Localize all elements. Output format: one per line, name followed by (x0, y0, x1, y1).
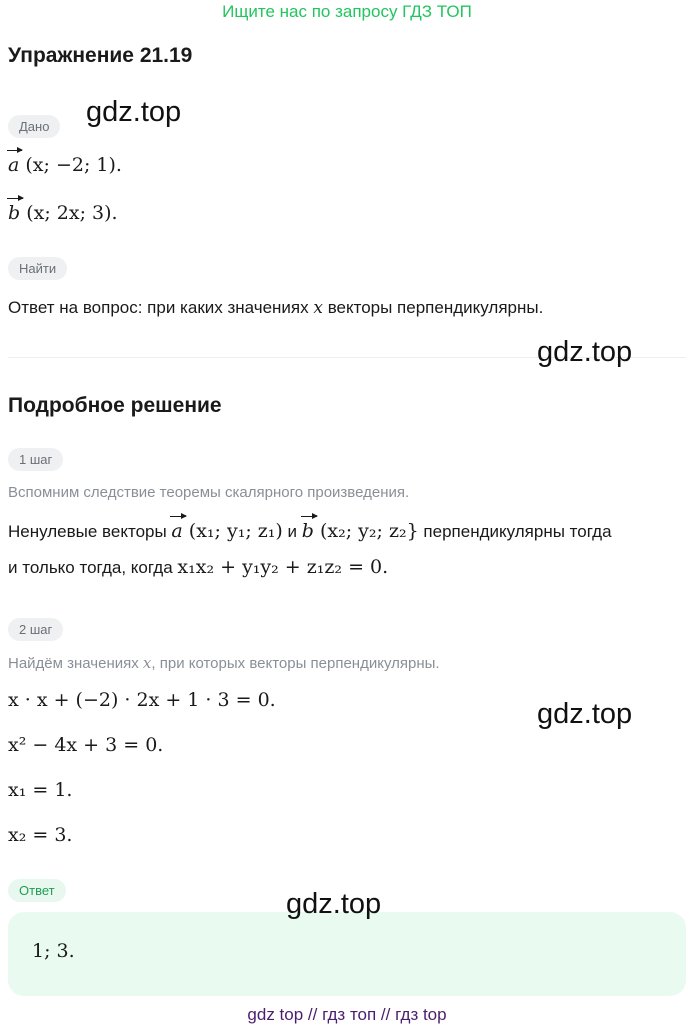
vector-a-symbol: a (171, 520, 183, 542)
question-text-end: векторы перпендикулярны. (322, 298, 544, 317)
answer-value: 1; 3. (32, 940, 75, 962)
footer-links[interactable]: gdz top // гдз топ // гдз top (247, 1005, 447, 1024)
step-1-line-2 (8, 556, 388, 578)
vector-a-symbol: a (8, 154, 20, 176)
watermark: gdz.top (286, 888, 382, 920)
vector-b-symbol: b (8, 202, 21, 224)
answer-badge: Ответ (8, 879, 66, 902)
find-question (8, 298, 543, 318)
vector-a-coords: (x₁; y₁; z₁) (188, 520, 283, 542)
equation-4: x₂ = 3. (8, 824, 73, 846)
answer-section (8, 879, 66, 902)
step-1-text: Ненулевые векторы (8, 522, 172, 541)
equation-2: x² − 4x + 3 = 0. (8, 734, 164, 756)
step-2 (8, 618, 63, 641)
watermark: gdz.top (537, 336, 633, 368)
orthogonality-formula: x₁x₂ + y₁y₂ + z₁z₂ = 0. (177, 556, 389, 578)
find-badge: Найти (8, 257, 67, 280)
step-1-badge: 1 шаг (8, 448, 63, 471)
step-2-hint (8, 654, 440, 672)
find-section (8, 257, 67, 280)
step-1-text-end: перпендикулярны тогда (418, 522, 612, 541)
vector-a-given (8, 154, 122, 176)
step-1 (8, 448, 63, 471)
vector-b-symbol: b (301, 520, 314, 542)
exercise-title: Упражнение 21.19 (8, 44, 193, 67)
step-2-badge: 2 шаг (8, 618, 63, 641)
step-1-line-1 (8, 520, 612, 542)
equation-3: x₁ = 1. (8, 779, 73, 801)
vector-b-coords: (x₂; y₂; z₂} (320, 520, 419, 542)
solution-title: Подробное решение (8, 394, 222, 417)
given-section (8, 115, 60, 138)
vector-b-coords: (x; 2x; 3). (26, 202, 118, 224)
question-variable: x (313, 298, 323, 318)
question-text-start: Ответ на вопрос: при каких значениях (8, 298, 314, 317)
step-1-text: и только тогда, когда (8, 558, 178, 577)
given-badge: Дано (8, 115, 60, 138)
vector-a-coords: (x; −2; 1). (25, 154, 122, 176)
watermark: gdz.top (537, 698, 633, 730)
watermark: gdz.top (86, 96, 182, 128)
vector-b-given (8, 202, 118, 224)
step-2-hint-end: , при которых векторы перпендикулярны. (151, 655, 440, 672)
step-2-hint-start: Найдём значениях (8, 655, 143, 672)
equation-1: x · x + (−2) · 2x + 1 · 3 = 0. (8, 689, 276, 711)
answer-box (8, 912, 686, 996)
step-1-hint: Вспомним следствие теоремы скалярного произведения. (8, 484, 410, 501)
hint-variable: x (142, 654, 152, 672)
search-banner[interactable]: Ищите нас по запросу ГДЗ ТОП (222, 2, 472, 21)
conjunction: и (282, 522, 302, 541)
